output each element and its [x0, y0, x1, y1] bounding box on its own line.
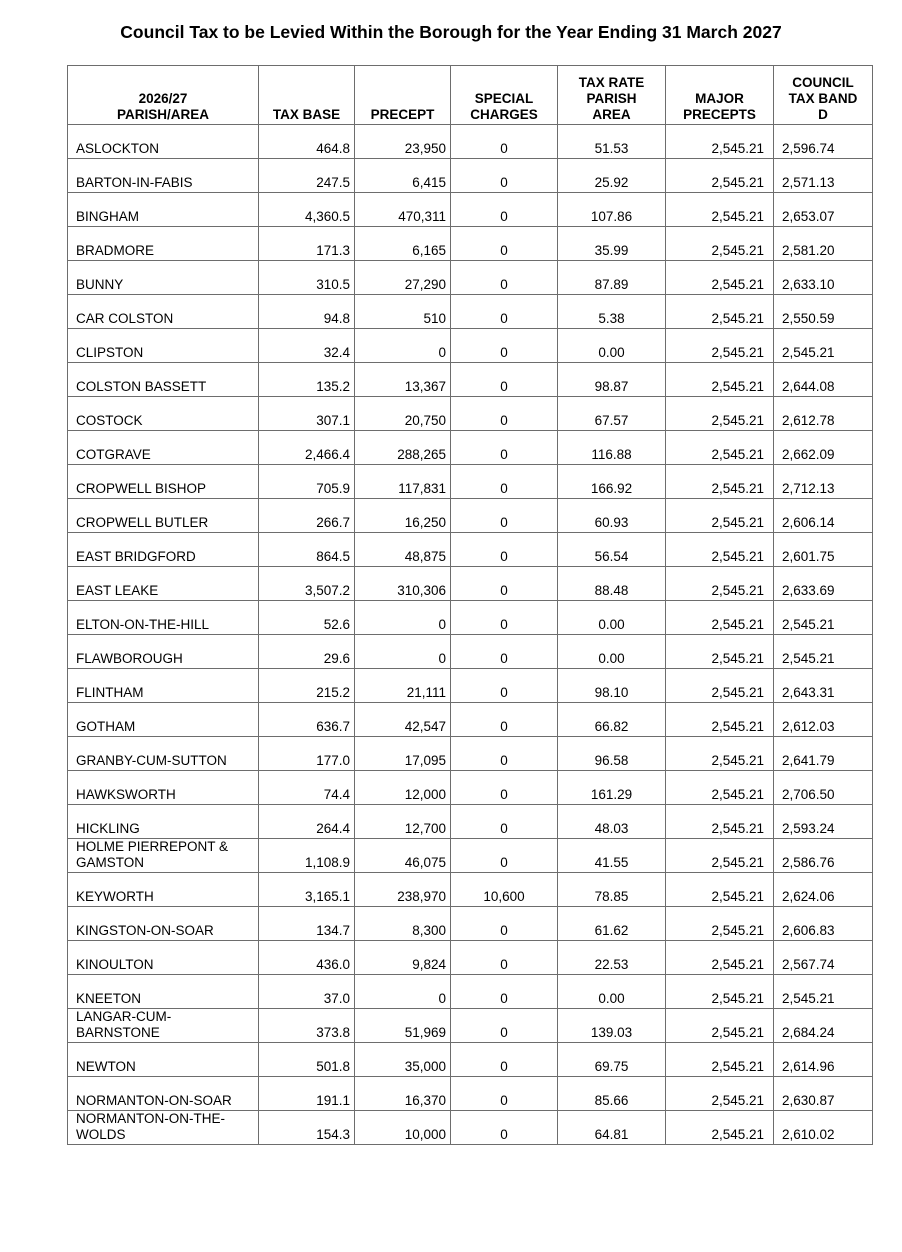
parish-area-name: CROPWELL BUTLER [76, 515, 209, 530]
cell-tax-base: 864.5 [259, 533, 355, 567]
cell-parish-area [68, 329, 259, 363]
parish-area-name: HAWKSWORTH [76, 787, 176, 802]
cell-special-charges: 10,600 [451, 873, 558, 907]
table-row [68, 1009, 873, 1043]
table-row [68, 635, 873, 669]
cell-special-charges: 0 [451, 329, 558, 363]
cell-major-precepts: 2,545.21 [666, 839, 774, 873]
cell-tax-rate: 0.00 [558, 601, 666, 635]
cell-major-precepts: 2,545.21 [666, 907, 774, 941]
parish-area-name: HOLME PIERREPONT & [76, 839, 229, 854]
table-row [68, 397, 873, 431]
parish-area-name: COSTOCK [76, 413, 143, 428]
cell-precept: 20,750 [355, 397, 451, 431]
header-rate-line1: TAX RATE [578, 75, 645, 90]
cell-tax-base: 373.8 [259, 1009, 355, 1043]
table-row [68, 567, 873, 601]
cell-precept: 117,831 [355, 465, 451, 499]
cell-council-tax-band-d: 2,581.20 [774, 227, 873, 261]
cell-tax-rate: 60.93 [558, 499, 666, 533]
parish-area-name: KNEETON [76, 991, 142, 1006]
cell-parish-area [68, 295, 259, 329]
cell-precept: 310,306 [355, 567, 451, 601]
table-row [68, 601, 873, 635]
cell-tax-base: 636.7 [259, 703, 355, 737]
parish-area-name: FLINTHAM [76, 685, 144, 700]
header-rate-line3: AREA [592, 107, 631, 122]
cell-council-tax-band-d: 2,684.24 [774, 1009, 873, 1043]
parish-area-name: BUNNY [76, 277, 124, 292]
cell-tax-rate: 0.00 [558, 975, 666, 1009]
cell-council-tax-band-d: 2,624.06 [774, 873, 873, 907]
table-row [68, 193, 873, 227]
cell-major-precepts: 2,545.21 [666, 703, 774, 737]
header-tax-base [259, 66, 355, 125]
cell-major-precepts: 2,545.21 [666, 533, 774, 567]
cell-council-tax-band-d: 2,612.03 [774, 703, 873, 737]
parish-area-name: FLAWBOROUGH [76, 651, 183, 666]
cell-major-precepts: 2,545.21 [666, 805, 774, 839]
cell-tax-rate: 78.85 [558, 873, 666, 907]
parish-area-name: COTGRAVE [76, 447, 151, 462]
cell-precept: 238,970 [355, 873, 451, 907]
header-row [68, 66, 873, 125]
cell-major-precepts: 2,545.21 [666, 295, 774, 329]
cell-precept: 46,075 [355, 839, 451, 873]
cell-major-precepts: 2,545.21 [666, 125, 774, 159]
table-row [68, 839, 873, 873]
cell-tax-base: 4,360.5 [259, 193, 355, 227]
council-tax-table [67, 65, 873, 1145]
cell-tax-base: 266.7 [259, 499, 355, 533]
cell-precept: 17,095 [355, 737, 451, 771]
cell-council-tax-band-d: 2,712.13 [774, 465, 873, 499]
cell-council-tax-band-d: 2,606.83 [774, 907, 873, 941]
cell-precept: 42,547 [355, 703, 451, 737]
cell-precept: 23,950 [355, 125, 451, 159]
cell-special-charges: 0 [451, 907, 558, 941]
cell-tax-rate: 5.38 [558, 295, 666, 329]
cell-council-tax-band-d: 2,545.21 [774, 635, 873, 669]
cell-tax-rate: 22.53 [558, 941, 666, 975]
cell-special-charges: 0 [451, 363, 558, 397]
cell-precept: 0 [355, 329, 451, 363]
cell-parish-area [68, 567, 259, 601]
table-row [68, 907, 873, 941]
cell-council-tax-band-d: 2,641.79 [774, 737, 873, 771]
cell-tax-base: 32.4 [259, 329, 355, 363]
parish-area-name: GAMSTON [76, 855, 145, 870]
cell-major-precepts: 2,545.21 [666, 1009, 774, 1043]
cell-tax-base: 501.8 [259, 1043, 355, 1077]
table-row [68, 295, 873, 329]
cell-special-charges: 0 [451, 703, 558, 737]
cell-major-precepts: 2,545.21 [666, 941, 774, 975]
cell-special-charges: 0 [451, 737, 558, 771]
cell-tax-base: 52.6 [259, 601, 355, 635]
table-row [68, 227, 873, 261]
header-tax-rate [558, 66, 666, 125]
cell-tax-rate: 98.10 [558, 669, 666, 703]
cell-tax-base: 135.2 [259, 363, 355, 397]
cell-precept: 0 [355, 635, 451, 669]
header-special-line2: CHARGES [470, 107, 538, 122]
cell-tax-base: 134.7 [259, 907, 355, 941]
cell-tax-base: 177.0 [259, 737, 355, 771]
table-row [68, 771, 873, 805]
cell-precept: 0 [355, 601, 451, 635]
parish-area-name: ASLOCKTON [76, 141, 160, 156]
cell-tax-rate: 166.92 [558, 465, 666, 499]
cell-tax-base: 215.2 [259, 669, 355, 703]
cell-tax-rate: 107.86 [558, 193, 666, 227]
cell-council-tax-band-d: 2,662.09 [774, 431, 873, 465]
table-row [68, 363, 873, 397]
cell-parish-area [68, 363, 259, 397]
cell-council-tax-band-d: 2,630.87 [774, 1077, 873, 1111]
parish-area-name: CLIPSTON [76, 345, 144, 360]
cell-parish-area [68, 431, 259, 465]
parish-area-name: KEYWORTH [76, 889, 154, 904]
cell-special-charges: 0 [451, 839, 558, 873]
cell-special-charges: 0 [451, 125, 558, 159]
table-row [68, 499, 873, 533]
cell-parish-area [68, 227, 259, 261]
cell-tax-base: 29.6 [259, 635, 355, 669]
cell-tax-rate: 64.81 [558, 1111, 666, 1145]
cell-tax-rate: 0.00 [558, 329, 666, 363]
header-parish-area [68, 66, 259, 125]
cell-tax-rate: 96.58 [558, 737, 666, 771]
cell-precept: 13,367 [355, 363, 451, 397]
cell-tax-base: 154.3 [259, 1111, 355, 1145]
table-row [68, 533, 873, 567]
table-row [68, 1043, 873, 1077]
cell-tax-base: 464.8 [259, 125, 355, 159]
cell-council-tax-band-d: 2,545.21 [774, 329, 873, 363]
parish-area-name: CROPWELL BISHOP [76, 481, 207, 496]
cell-tax-base: 1,108.9 [259, 839, 355, 873]
cell-tax-rate: 56.54 [558, 533, 666, 567]
parish-area-name: KINGSTON-ON-SOAR [76, 923, 214, 938]
cell-council-tax-band-d: 2,550.59 [774, 295, 873, 329]
cell-parish-area [68, 499, 259, 533]
cell-special-charges: 0 [451, 193, 558, 227]
cell-parish-area [68, 1111, 259, 1145]
parish-area-name: GOTHAM [76, 719, 136, 734]
cell-precept: 12,000 [355, 771, 451, 805]
cell-parish-area [68, 941, 259, 975]
parish-area-name: EAST LEAKE [76, 583, 159, 598]
cell-major-precepts: 2,545.21 [666, 431, 774, 465]
cell-special-charges: 0 [451, 431, 558, 465]
cell-tax-rate: 66.82 [558, 703, 666, 737]
cell-special-charges: 0 [451, 261, 558, 295]
cell-parish-area [68, 397, 259, 431]
cell-parish-area [68, 839, 259, 873]
table-row [68, 941, 873, 975]
cell-major-precepts: 2,545.21 [666, 363, 774, 397]
parish-area-name: WOLDS [76, 1127, 126, 1142]
cell-tax-rate: 98.87 [558, 363, 666, 397]
cell-council-tax-band-d: 2,610.02 [774, 1111, 873, 1145]
parish-area-name: NEWTON [76, 1059, 136, 1074]
cell-precept: 10,000 [355, 1111, 451, 1145]
cell-council-tax-band-d: 2,633.10 [774, 261, 873, 295]
cell-major-precepts: 2,545.21 [666, 567, 774, 601]
cell-council-tax-band-d: 2,644.08 [774, 363, 873, 397]
cell-council-tax-band-d: 2,612.78 [774, 397, 873, 431]
cell-major-precepts: 2,545.21 [666, 975, 774, 1009]
table-row [68, 125, 873, 159]
cell-parish-area [68, 125, 259, 159]
cell-council-tax-band-d: 2,653.07 [774, 193, 873, 227]
cell-tax-rate: 161.29 [558, 771, 666, 805]
cell-major-precepts: 2,545.21 [666, 1077, 774, 1111]
header-precept-label: PRECEPT [370, 107, 435, 122]
table-row [68, 1111, 873, 1145]
cell-major-precepts: 2,545.21 [666, 635, 774, 669]
cell-precept: 12,700 [355, 805, 451, 839]
parish-area-name: NORMANTON-ON-SOAR [76, 1093, 232, 1108]
cell-tax-base: 171.3 [259, 227, 355, 261]
cell-tax-rate: 61.62 [558, 907, 666, 941]
table-row [68, 975, 873, 1009]
cell-tax-rate: 139.03 [558, 1009, 666, 1043]
cell-precept: 27,290 [355, 261, 451, 295]
cell-parish-area [68, 1043, 259, 1077]
cell-tax-base: 264.4 [259, 805, 355, 839]
cell-parish-area [68, 737, 259, 771]
cell-tax-rate: 48.03 [558, 805, 666, 839]
cell-tax-base: 307.1 [259, 397, 355, 431]
cell-parish-area [68, 465, 259, 499]
cell-parish-area [68, 873, 259, 907]
cell-tax-rate: 88.48 [558, 567, 666, 601]
table-row [68, 737, 873, 771]
cell-precept: 6,165 [355, 227, 451, 261]
cell-major-precepts: 2,545.21 [666, 771, 774, 805]
cell-special-charges: 0 [451, 533, 558, 567]
cell-council-tax-band-d: 2,614.96 [774, 1043, 873, 1077]
table-row [68, 159, 873, 193]
cell-special-charges: 0 [451, 975, 558, 1009]
cell-parish-area [68, 669, 259, 703]
cell-tax-base: 436.0 [259, 941, 355, 975]
cell-major-precepts: 2,545.21 [666, 499, 774, 533]
header-council-tax-band-d [774, 66, 873, 125]
cell-special-charges: 0 [451, 1077, 558, 1111]
cell-parish-area [68, 975, 259, 1009]
cell-precept: 48,875 [355, 533, 451, 567]
parish-area-name: BARNSTONE [76, 1025, 160, 1040]
header-major-precepts [666, 66, 774, 125]
cell-special-charges: 0 [451, 805, 558, 839]
cell-major-precepts: 2,545.21 [666, 397, 774, 431]
header-band-line2: TAX BAND [788, 91, 858, 106]
cell-tax-rate: 35.99 [558, 227, 666, 261]
cell-major-precepts: 2,545.21 [666, 227, 774, 261]
cell-precept: 9,824 [355, 941, 451, 975]
cell-tax-rate: 87.89 [558, 261, 666, 295]
cell-precept: 16,370 [355, 1077, 451, 1111]
cell-major-precepts: 2,545.21 [666, 329, 774, 363]
table-row [68, 1077, 873, 1111]
table-row [68, 669, 873, 703]
cell-tax-base: 705.9 [259, 465, 355, 499]
cell-major-precepts: 2,545.21 [666, 737, 774, 771]
cell-tax-base: 310.5 [259, 261, 355, 295]
cell-major-precepts: 2,545.21 [666, 873, 774, 907]
cell-parish-area [68, 635, 259, 669]
cell-parish-area [68, 533, 259, 567]
cell-council-tax-band-d: 2,643.31 [774, 669, 873, 703]
cell-parish-area [68, 703, 259, 737]
table-row [68, 465, 873, 499]
cell-council-tax-band-d: 2,586.76 [774, 839, 873, 873]
cell-council-tax-band-d: 2,596.74 [774, 125, 873, 159]
cell-precept: 8,300 [355, 907, 451, 941]
cell-tax-rate: 41.55 [558, 839, 666, 873]
cell-council-tax-band-d: 2,545.21 [774, 601, 873, 635]
cell-special-charges: 0 [451, 159, 558, 193]
cell-tax-base: 2,466.4 [259, 431, 355, 465]
parish-area-name: LANGAR-CUM- [76, 1009, 172, 1024]
cell-special-charges: 0 [451, 771, 558, 805]
parish-area-name: EAST BRIDGFORD [76, 549, 196, 564]
cell-special-charges: 0 [451, 1111, 558, 1145]
cell-special-charges: 0 [451, 601, 558, 635]
cell-precept: 21,111 [355, 669, 451, 703]
cell-major-precepts: 2,545.21 [666, 465, 774, 499]
cell-precept: 0 [355, 975, 451, 1009]
cell-special-charges: 0 [451, 227, 558, 261]
cell-major-precepts: 2,545.21 [666, 261, 774, 295]
cell-tax-rate: 116.88 [558, 431, 666, 465]
cell-precept: 51,969 [355, 1009, 451, 1043]
cell-parish-area [68, 261, 259, 295]
cell-special-charges: 0 [451, 635, 558, 669]
header-precept [355, 66, 451, 125]
cell-precept: 16,250 [355, 499, 451, 533]
cell-tax-base: 247.5 [259, 159, 355, 193]
cell-parish-area [68, 193, 259, 227]
cell-major-precepts: 2,545.21 [666, 1043, 774, 1077]
parish-area-name: GRANBY-CUM-SUTTON [76, 753, 227, 768]
header-special-charges [451, 66, 558, 125]
cell-tax-rate: 0.00 [558, 635, 666, 669]
cell-tax-rate: 67.57 [558, 397, 666, 431]
header-tax-base-label: TAX BASE [272, 107, 341, 122]
cell-special-charges: 0 [451, 295, 558, 329]
cell-special-charges: 0 [451, 397, 558, 431]
table-body [68, 125, 873, 1145]
table-row [68, 873, 873, 907]
cell-special-charges: 0 [451, 941, 558, 975]
cell-parish-area [68, 805, 259, 839]
table-row [68, 703, 873, 737]
cell-tax-base: 3,165.1 [259, 873, 355, 907]
cell-precept: 35,000 [355, 1043, 451, 1077]
cell-tax-rate: 69.75 [558, 1043, 666, 1077]
cell-parish-area [68, 159, 259, 193]
cell-tax-base: 191.1 [259, 1077, 355, 1111]
parish-area-name: BARTON-IN-FABIS [76, 175, 193, 190]
cell-tax-rate: 85.66 [558, 1077, 666, 1111]
parish-area-name: COLSTON BASSETT [76, 379, 207, 394]
table-row [68, 431, 873, 465]
cell-major-precepts: 2,545.21 [666, 159, 774, 193]
cell-tax-rate: 51.53 [558, 125, 666, 159]
cell-tax-rate: 25.92 [558, 159, 666, 193]
cell-parish-area [68, 771, 259, 805]
parish-area-name: BINGHAM [76, 209, 140, 224]
cell-precept: 288,265 [355, 431, 451, 465]
cell-precept: 470,311 [355, 193, 451, 227]
table-row [68, 805, 873, 839]
header-rate-line2: PARISH [586, 91, 637, 106]
table-row [68, 329, 873, 363]
cell-precept: 510 [355, 295, 451, 329]
cell-special-charges: 0 [451, 669, 558, 703]
cell-council-tax-band-d: 2,571.13 [774, 159, 873, 193]
cell-council-tax-band-d: 2,633.69 [774, 567, 873, 601]
cell-council-tax-band-d: 2,601.75 [774, 533, 873, 567]
cell-tax-base: 37.0 [259, 975, 355, 1009]
cell-precept: 6,415 [355, 159, 451, 193]
cell-parish-area [68, 601, 259, 635]
cell-major-precepts: 2,545.21 [666, 193, 774, 227]
header-major-line1: MAJOR [695, 91, 744, 106]
parish-area-name: BRADMORE [76, 243, 155, 258]
cell-council-tax-band-d: 2,706.50 [774, 771, 873, 805]
cell-special-charges: 0 [451, 567, 558, 601]
cell-parish-area [68, 1009, 259, 1043]
page-title: Council Tax to be Levied Within the Borough for the Year Ending 31 March 2027 [120, 22, 782, 42]
cell-parish-area [68, 907, 259, 941]
header-major-line2: PRECEPTS [683, 107, 756, 122]
cell-council-tax-band-d: 2,606.14 [774, 499, 873, 533]
cell-council-tax-band-d: 2,593.24 [774, 805, 873, 839]
cell-council-tax-band-d: 2,567.74 [774, 941, 873, 975]
header-band-line3: D [818, 107, 828, 122]
cell-parish-area [68, 1077, 259, 1111]
cell-special-charges: 0 [451, 465, 558, 499]
parish-area-name: HICKLING [76, 821, 140, 836]
header-area-line2: PARISH/AREA [116, 107, 209, 122]
parish-area-name: KINOULTON [76, 957, 154, 972]
cell-special-charges: 0 [451, 1043, 558, 1077]
cell-tax-base: 3,507.2 [259, 567, 355, 601]
table-row [68, 261, 873, 295]
header-band-line1: COUNCIL [792, 75, 854, 90]
header-special-line1: SPECIAL [474, 91, 534, 106]
cell-special-charges: 0 [451, 499, 558, 533]
cell-major-precepts: 2,545.21 [666, 601, 774, 635]
cell-major-precepts: 2,545.21 [666, 1111, 774, 1145]
cell-council-tax-band-d: 2,545.21 [774, 975, 873, 1009]
cell-tax-base: 94.8 [259, 295, 355, 329]
parish-area-name: NORMANTON-ON-THE- [76, 1111, 225, 1126]
cell-special-charges: 0 [451, 1009, 558, 1043]
cell-major-precepts: 2,545.21 [666, 669, 774, 703]
header-area-line1: 2026/27 [138, 91, 188, 106]
parish-area-name: CAR COLSTON [76, 311, 174, 326]
cell-tax-base: 74.4 [259, 771, 355, 805]
parish-area-name: ELTON-ON-THE-HILL [76, 617, 210, 632]
